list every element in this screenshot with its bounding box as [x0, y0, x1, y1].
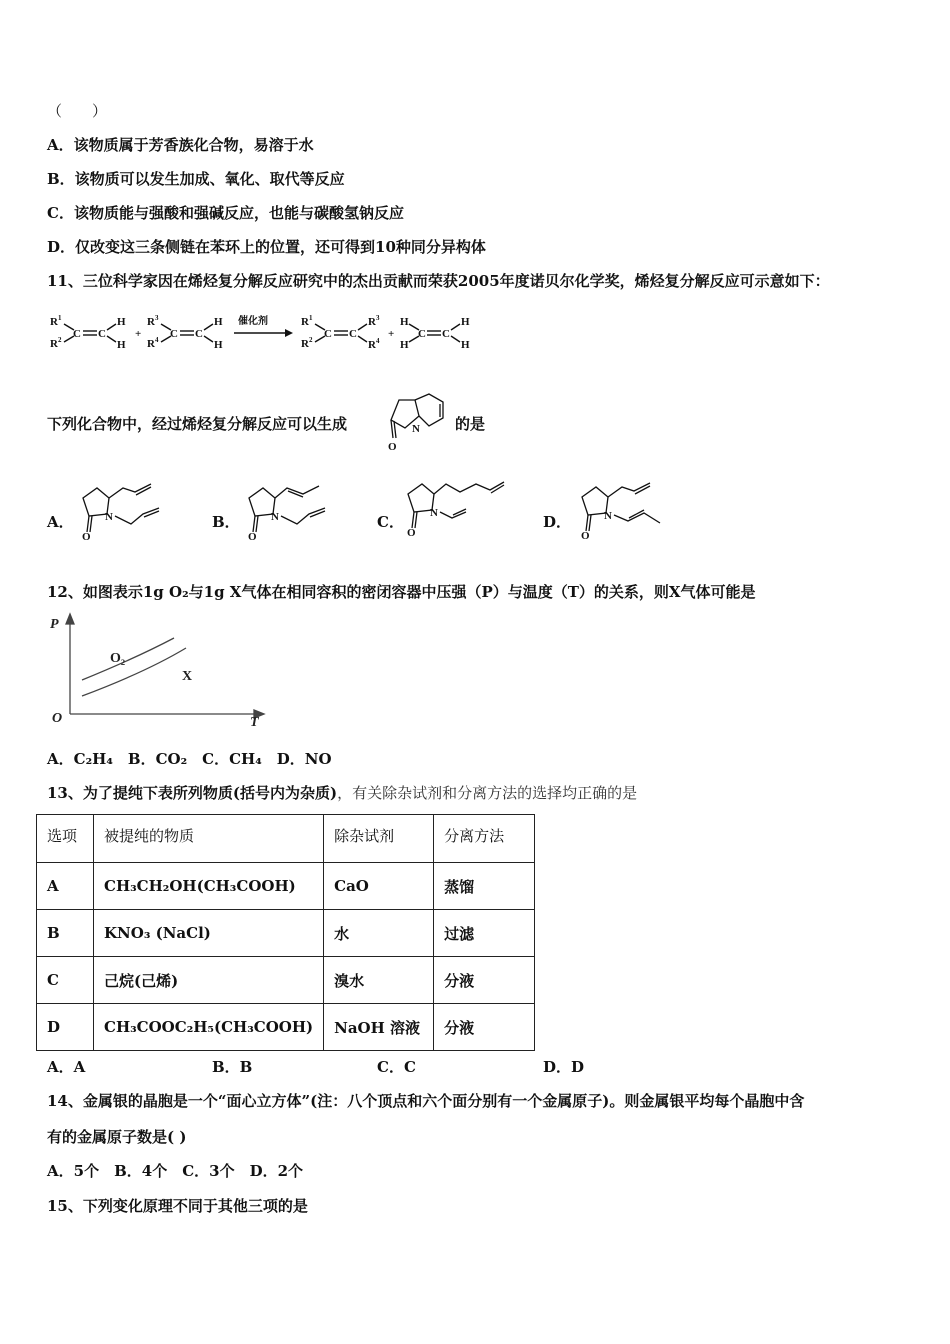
table-cell: CH₃CH₂OH(CH₃COOH)	[94, 863, 324, 910]
svg-text:H: H	[400, 316, 409, 328]
pressure-temperature-graph	[46, 610, 276, 730]
svg-text:H: H	[461, 339, 470, 351]
catalyst-label: 催化剂	[238, 316, 268, 327]
q11-option-d-label: D．	[543, 513, 572, 531]
table-row	[37, 957, 535, 1004]
table-cell: A	[37, 863, 94, 910]
svg-text:C: C	[418, 328, 426, 340]
q13-stem	[47, 783, 637, 803]
q10-option-d: D．仅改变这三条侧链在苯环上的位置，还可得到10种同分异构体	[47, 238, 486, 256]
q10-option-c: C．该物质能与强酸和强碱反应，也能与碳酸氢钠反应	[47, 204, 404, 222]
table-cell: C	[37, 957, 94, 1004]
svg-text:H: H	[214, 316, 223, 328]
svg-text:N: N	[105, 511, 113, 523]
svg-text:H: H	[214, 339, 223, 351]
svg-text:2: 2	[58, 336, 62, 344]
table-cell: 过滤	[434, 910, 535, 957]
q13-option-a: A．A	[47, 1058, 86, 1076]
q10-paren: （ ）	[47, 102, 108, 120]
graph-curve-x-label: X	[182, 669, 193, 684]
q14-options: A．5个 B．4个 C．3个 D．2个	[47, 1162, 304, 1180]
q11-prompt-before: 下列化合物中，经过烯烃复分解反应可以生成	[47, 415, 348, 433]
svg-text:C: C	[73, 328, 81, 340]
svg-text:2: 2	[309, 336, 313, 344]
table-cell: 溴水	[324, 957, 434, 1004]
svg-text:R: R	[50, 338, 58, 350]
table-cell: 己烷(己烯)	[94, 957, 324, 1004]
graph-origin-label: O	[52, 711, 63, 726]
svg-text:1: 1	[58, 314, 62, 322]
table-row	[37, 863, 535, 910]
q13-option-b: B．B	[212, 1058, 253, 1076]
svg-text:R: R	[147, 316, 155, 328]
svg-text:1: 1	[309, 314, 313, 322]
svg-text:R: R	[147, 338, 155, 350]
q13-stem-bold: 13、为了提纯下表所列物质(括号内为杂质)	[47, 784, 338, 802]
svg-text:O: O	[82, 531, 91, 543]
q11-option-a-label: A．	[47, 513, 74, 531]
svg-text:H: H	[461, 316, 470, 328]
svg-text:C: C	[349, 328, 357, 340]
table-cell: 蒸馏	[434, 863, 535, 910]
table-cell: B	[37, 910, 94, 957]
q11-option-c-label: C．	[377, 513, 404, 531]
svg-text:3: 3	[376, 314, 380, 322]
q11-option-d-structure	[574, 475, 669, 541]
q14-stem-line1: 14、金属银的晶胞是一个“面心立方体”(注：八个顶点和六个面分别有一个金属原子)。则金属银平均每个晶胞中含	[47, 1092, 805, 1110]
svg-text:+: +	[135, 328, 142, 340]
q10-option-b: B．该物质可以发生加成、氧化、取代等反应	[47, 170, 345, 188]
svg-text:O: O	[407, 527, 416, 538]
svg-text:R: R	[368, 339, 376, 351]
svg-text:N: N	[604, 510, 612, 522]
table-cell: CaO	[324, 863, 434, 910]
table-cell: 分液	[434, 957, 535, 1004]
target-bicyclic-structure	[381, 388, 453, 454]
q10-option-a: A．该物质属于芳香族化合物，易溶于水	[47, 136, 314, 154]
graph-curve-o2-label: O₂	[110, 651, 126, 666]
table-cell: NaOH 溶液	[324, 1004, 434, 1051]
svg-text:C: C	[324, 328, 332, 340]
table-row	[37, 910, 535, 957]
metathesis-scheme	[48, 311, 528, 361]
q11-stem: 11、三位科学家因在烯烃复分解反应研究中的杰出贡献而荣获2005年度诺贝尔化学奖，烯烃复分解反应可示意如下：	[47, 272, 830, 290]
svg-text:R: R	[50, 316, 58, 328]
svg-text:R: R	[368, 316, 376, 328]
svg-text:+: +	[388, 328, 395, 340]
table-header-cell: 选项	[37, 815, 94, 863]
svg-text:4: 4	[376, 337, 380, 345]
graph-x-label: T	[250, 715, 259, 730]
q13-option-d: D．D	[543, 1058, 585, 1076]
svg-text:N: N	[430, 507, 438, 519]
q11-prompt-after: 的是	[455, 415, 486, 433]
q15-stem: 15、下列变化原理不同于其他三项的是	[47, 1197, 308, 1215]
q12-options: A．C₂H₄ B．CO₂ C．CH₄ D．NO	[47, 750, 332, 768]
svg-text:O: O	[581, 530, 590, 541]
svg-text:O: O	[388, 441, 397, 453]
svg-text:C: C	[98, 328, 106, 340]
svg-text:R: R	[301, 316, 309, 328]
table-header-cell: 除杂试剂	[324, 815, 434, 863]
table-row	[37, 1004, 535, 1051]
table-header-row	[37, 815, 535, 863]
svg-text:3: 3	[155, 314, 159, 322]
svg-text:H: H	[400, 339, 409, 351]
purification-table	[36, 814, 535, 1051]
table-header-cell: 被提纯的物质	[94, 815, 324, 863]
svg-text:O: O	[248, 531, 257, 543]
svg-text:H: H	[117, 339, 126, 351]
table-cell: KNO₃ (NaCl)	[94, 910, 324, 957]
svg-text:R: R	[301, 338, 309, 350]
svg-text:N: N	[412, 423, 420, 435]
q11-option-a-structure	[75, 478, 165, 544]
svg-text:C: C	[442, 328, 450, 340]
table-cell: 水	[324, 910, 434, 957]
graph-y-label: P	[50, 617, 59, 632]
table-cell: CH₃COOC₂H₅(CH₃COOH)	[94, 1004, 324, 1051]
svg-text:4: 4	[155, 336, 159, 344]
q13-stem-rest: ，有关除杂试剂和分离方法的选择均正确的是	[337, 784, 638, 802]
q11-option-b-structure	[241, 478, 336, 544]
svg-text:C: C	[170, 328, 178, 340]
table-cell: 分液	[434, 1004, 535, 1051]
table-header-cell: 分离方法	[434, 815, 535, 863]
svg-text:C: C	[195, 328, 203, 340]
q11-option-c-structure	[400, 472, 510, 538]
q13-option-c: C．C	[377, 1058, 416, 1076]
q11-option-b-label: B．	[212, 513, 240, 531]
table-cell: D	[37, 1004, 94, 1051]
q14-stem-line2: 有的金属原子数是( )	[47, 1128, 187, 1146]
q12-stem: 12、如图表示1g O₂与1g X气体在相同容积的密闭容器中压强（P）与温度（T）的关系，则X气体可能是	[47, 583, 756, 601]
svg-text:N: N	[271, 511, 279, 523]
svg-text:H: H	[117, 316, 126, 328]
